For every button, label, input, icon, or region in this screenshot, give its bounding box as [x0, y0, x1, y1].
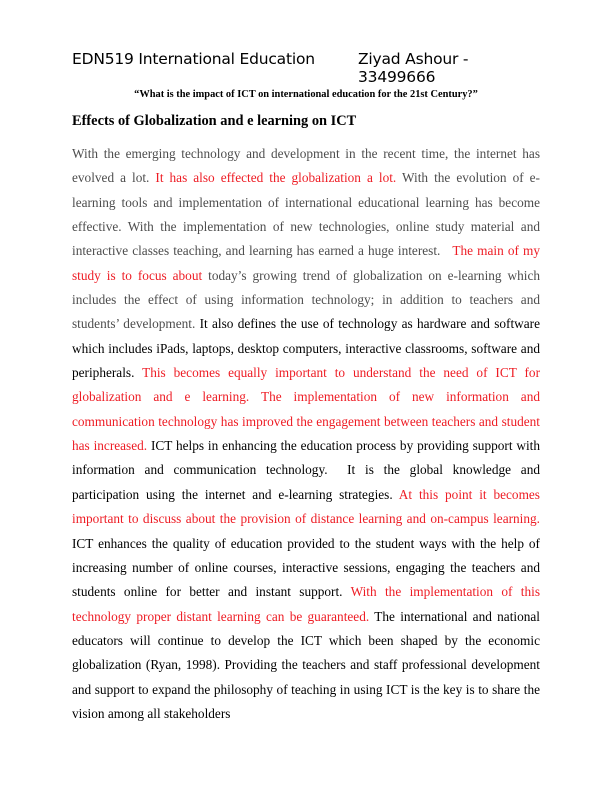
text-run: With the implementation of this technology proper distant learning can be guaranteed.: [72, 584, 540, 624]
page-header: [72, 50, 540, 86]
text-run: The international and national educators will continue to develop the ICT which been shaped by the economic globalization (Ryan, 1998). Providing the teachers and staff professional development and support to expand the philosophy of teaching in using ICT is the key is to share the vision among all stakeholders: [72, 608, 540, 721]
course-title: EDN519 International Education: [72, 50, 315, 68]
author-name-id: Ziyad Ashour - 33499666: [358, 50, 469, 86]
essay-question: “What is the impact of ICT on international education for the 21st Century?”: [134, 89, 478, 100]
text-run: At this point it becomes important to discuss about the provision of distance learning and on-campus learning.: [72, 486, 540, 527]
text-run: This becomes equally important to understand the need of ICT for globalization and e learning. The implementation of new information and communication technology has improved the engagement between teachers and student has increased.: [72, 365, 541, 454]
text-run: With the emerging technology and development in the recent time, the internet has evolved a lot.: [72, 146, 540, 186]
text-run: It also defines the use of technology as hardware and software which includes iPads, laptops, desktop computers, interactive classrooms, software and peripherals.: [72, 316, 540, 381]
text-run: With the evolution of e-learning tools and implementation of international educational learning has become effective. With the implementation of new technologies, online study material and interactive classes teaching, and learning has earned a huge interest.: [72, 170, 540, 259]
text-run: It has also effected the globalization a lot.: [155, 170, 397, 186]
text-run: ICT helps in enhancing the education process by providing support with information and communication technology. It is the global knowledge and participation using the internet and e-learning strategies.: [72, 438, 540, 502]
text-run: The main of my study is to focus about: [72, 243, 540, 283]
text-run: ICT enhances the quality of education provided to the student ways with the help of increasing number of online courses, interactive sessions, engaging the teachers and students online for better and instant support.: [72, 535, 540, 600]
text-run: today’s growing trend of globalization on e-learning which includes the effect of using information technology; in addition to teachers and students’ development.: [72, 267, 540, 332]
section-heading: Effects of Globalization and e learning on ICT: [72, 113, 357, 129]
body-paragraph: [72, 142, 540, 726]
